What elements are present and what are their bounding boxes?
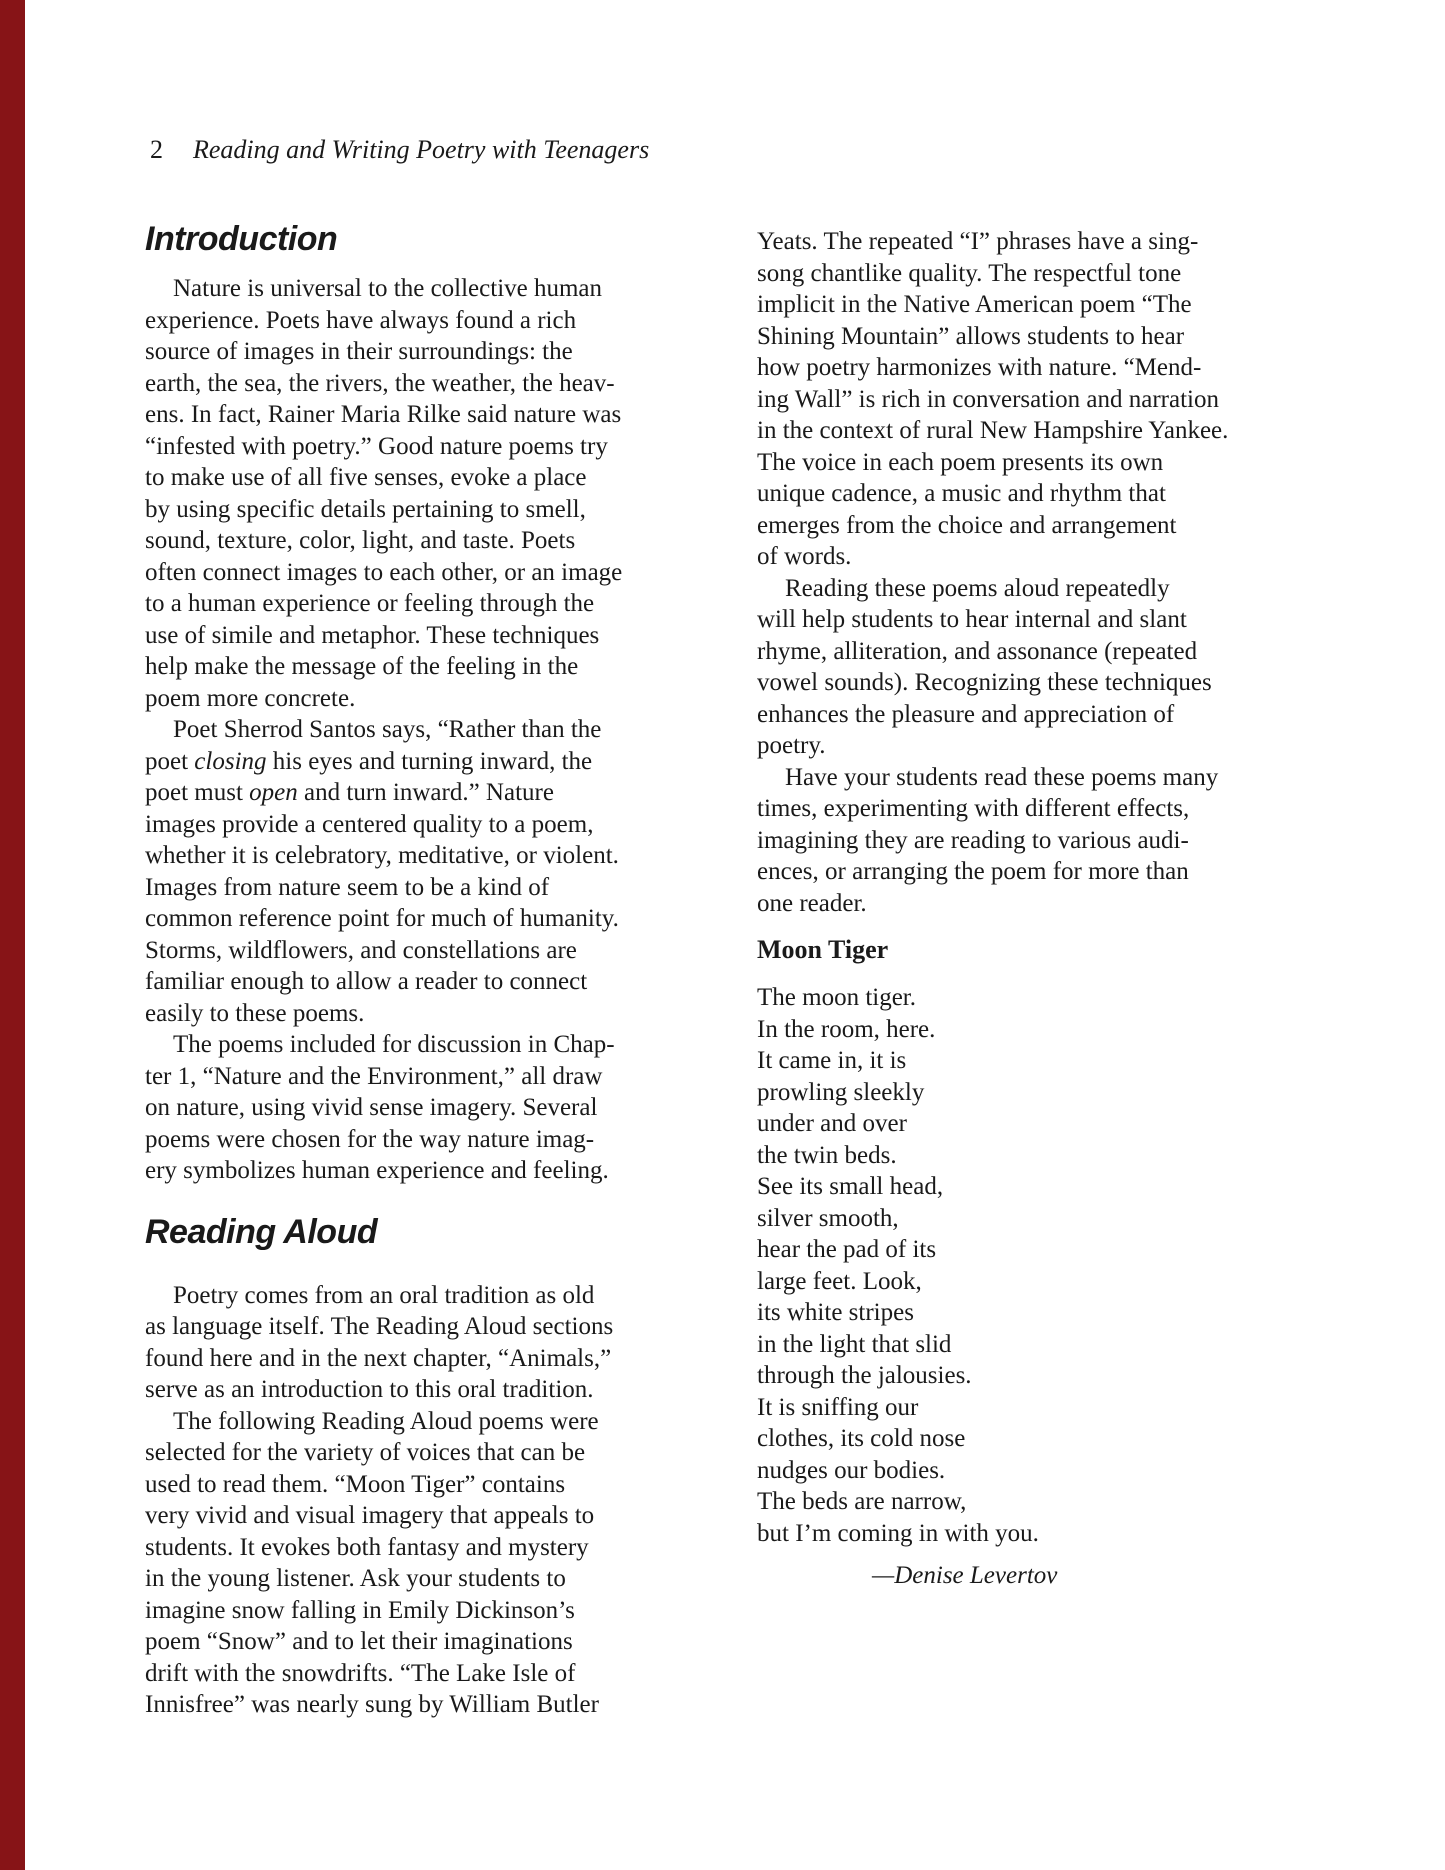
text-line: found here and in the next chapter, “Animals,” (145, 1344, 612, 1372)
text-line: drift with the snowdrifts. “The Lake Isle of (145, 1659, 576, 1687)
continuation-paragraph-2 (757, 573, 1302, 762)
text-line: poems were chosen for the way nature imag- (145, 1125, 595, 1153)
poem-title: Moon Tiger (757, 935, 889, 964)
text-line: poem “Snow” and to let their imaginations (145, 1628, 573, 1655)
text-line: song chantlike quality. The respectful tone (757, 259, 1182, 287)
text-line: to a human experience or feeling through the (145, 590, 595, 617)
text-line: Have your students read these poems many (785, 763, 1219, 791)
text-line: clothes, its cold nose (757, 1425, 966, 1452)
text-line: in the young listener. Ask your students to (145, 1565, 566, 1592)
poem-body (757, 982, 1302, 1549)
text-line: the twin beds. (757, 1141, 897, 1169)
text-line: The moon tiger. (757, 984, 916, 1011)
text-line: Nature is universal to the collective human (173, 275, 603, 302)
text-line: It came in, it is (757, 1047, 907, 1074)
text-line: experience. Poets have always found a rich (145, 306, 577, 334)
text-line: silver smooth, (757, 1204, 899, 1232)
text-line: Reading these poems aloud repeatedly (785, 574, 1170, 602)
text-line: help make the message of the feeling in the (145, 653, 579, 680)
text-line: through the jalousies. (757, 1362, 972, 1389)
text-line: The voice in each poem presents its own (757, 448, 1164, 476)
text-line: The beds are narrow, (757, 1488, 967, 1515)
text-line: unique cadence, a music and rhythm that (757, 480, 1166, 507)
text-line: common reference point for much of humanity. (145, 905, 619, 932)
book-spine-edge (0, 0, 25, 1870)
text-line: Innisfree” was nearly sung by William Butler (145, 1691, 599, 1718)
running-title: Reading and Writing Poetry with Teenagers (193, 135, 650, 164)
text-line: The following Reading Aloud poems were (173, 1407, 599, 1435)
text-line: use of simile and metaphor. These techniques (145, 621, 600, 649)
text-line: In the room, here. (757, 1015, 936, 1043)
text-line: ery symbolizes human experience and feeling. (145, 1157, 609, 1184)
text-line: vowel sounds). Recognizing these techniques (757, 669, 1212, 696)
text-line: enhances the pleasure and appreciation of (757, 700, 1175, 728)
section-heading-reading-aloud: Reading Aloud (145, 1212, 378, 1251)
text-line: Yeats. The repeated “I” phrases have a sing- (757, 228, 1199, 255)
text-line: times, experimenting with different effects, (757, 795, 1190, 822)
text-line: source of images in their surroundings: the (145, 338, 573, 365)
text-line: implicit in the Native American poem “The (757, 291, 1192, 318)
text-line: ter 1, “Nature and the Environment,” all draw (145, 1062, 603, 1090)
text-line: ences, or arranging the poem for more than (757, 858, 1189, 885)
text-line: poem more concrete. (145, 684, 356, 712)
text-line: as language itself. The Reading Aloud sections (145, 1313, 614, 1340)
section-heading-introduction: Introduction (145, 220, 338, 258)
text-line: ing Wall” is rich in conversation and narration (757, 385, 1219, 413)
text-line: large feet. Look, (757, 1267, 922, 1295)
text-line: poet closing his eyes and turning inward, the (145, 747, 593, 775)
text-line: familiar enough to allow a reader to connect (145, 968, 588, 995)
reading-aloud-paragraph-1 (145, 1280, 711, 1406)
text-line: often connect images to each other, or an image (145, 558, 623, 586)
text-line: but I’m coming in with you. (757, 1519, 1039, 1547)
text-line: by using specific details pertaining to smell, (145, 495, 586, 523)
intro-paragraph-1 (145, 273, 711, 714)
text-line: very vivid and visual imagery that appeals to (145, 1502, 595, 1529)
text-line: easily to these poems. (145, 999, 365, 1027)
text-line: will help students to hear internal and slant (757, 606, 1187, 633)
text-line: poetry. (757, 732, 826, 759)
text-line: how poetry harmonizes with nature. “Mend- (757, 354, 1202, 381)
text-line: its white stripes (757, 1299, 914, 1326)
intro-paragraph-2 (145, 714, 711, 1029)
text-line: ens. In fact, Rainer Maria Rilke said nature was (145, 401, 622, 428)
text-line: under and over (757, 1110, 907, 1137)
text-line: earth, the sea, the rivers, the weather, the heav- (145, 369, 615, 397)
text-line: Images from nature seem to be a kind of (145, 873, 550, 901)
text-line: It is sniffing our (757, 1393, 919, 1421)
text-line: in the context of rural New Hampshire Yankee. (757, 417, 1229, 444)
text-line: serve as an introduction to this oral tradition. (145, 1376, 594, 1403)
text-line: nudges our bodies. (757, 1456, 946, 1484)
continuation-paragraph-3 (757, 762, 1302, 920)
text-line: prowling sleekly (757, 1078, 925, 1106)
text-line: poet must open and turn inward.” Nature (145, 779, 554, 806)
continuation-paragraph-1 (757, 226, 1302, 573)
text-line: Shining Mountain” allows students to hear (757, 322, 1185, 350)
text-line: imagine snow falling in Emily Dickinson’s (145, 1596, 575, 1624)
text-line: rhyme, alliteration, and assonance (repeated (757, 637, 1198, 665)
text-line: one reader. (757, 889, 867, 917)
text-line: selected for the variety of voices that can be (145, 1439, 586, 1466)
text-line: Storms, wildflowers, and constellations are (145, 936, 577, 964)
text-line: whether it is celebratory, meditative, or violent. (145, 842, 619, 869)
left-column (145, 220, 711, 1721)
text-line: of words. (757, 543, 852, 570)
text-line: “infested with poetry.” Good nature poems try (145, 432, 608, 460)
text-line: in the light that slid (757, 1330, 952, 1358)
text-line: hear the pad of its (757, 1236, 937, 1263)
right-column (757, 226, 1302, 1592)
text-line: on nature, using vivid sense imagery. Several (145, 1094, 598, 1121)
intro-paragraph-3 (145, 1029, 711, 1187)
running-header (150, 134, 649, 166)
page-number: 2 (150, 135, 163, 164)
text-line: Poetry comes from an oral tradition as old (173, 1281, 595, 1309)
text-line: sound, texture, color, light, and taste. Poets (145, 527, 576, 554)
reading-aloud-paragraph-2 (145, 1406, 711, 1721)
text-line: emerges from the choice and arrangement (757, 511, 1177, 539)
text-line: The poems included for discussion in Chap- (173, 1031, 615, 1058)
text-line: See its small head, (757, 1173, 944, 1200)
text-line: images provide a centered quality to a poem, (145, 810, 594, 838)
text-line: to make use of all five senses, evoke a place (145, 464, 587, 491)
text-line: Poet Sherrod Santos says, “Rather than the (173, 716, 602, 743)
poem-attribution: —Denise Levertov (872, 1562, 1058, 1589)
text-line: imagining they are reading to various audi- (757, 826, 1189, 854)
text-line: students. It evokes both fantasy and mystery (145, 1533, 589, 1561)
text-line: used to read them. “Moon Tiger” contains (145, 1470, 566, 1498)
